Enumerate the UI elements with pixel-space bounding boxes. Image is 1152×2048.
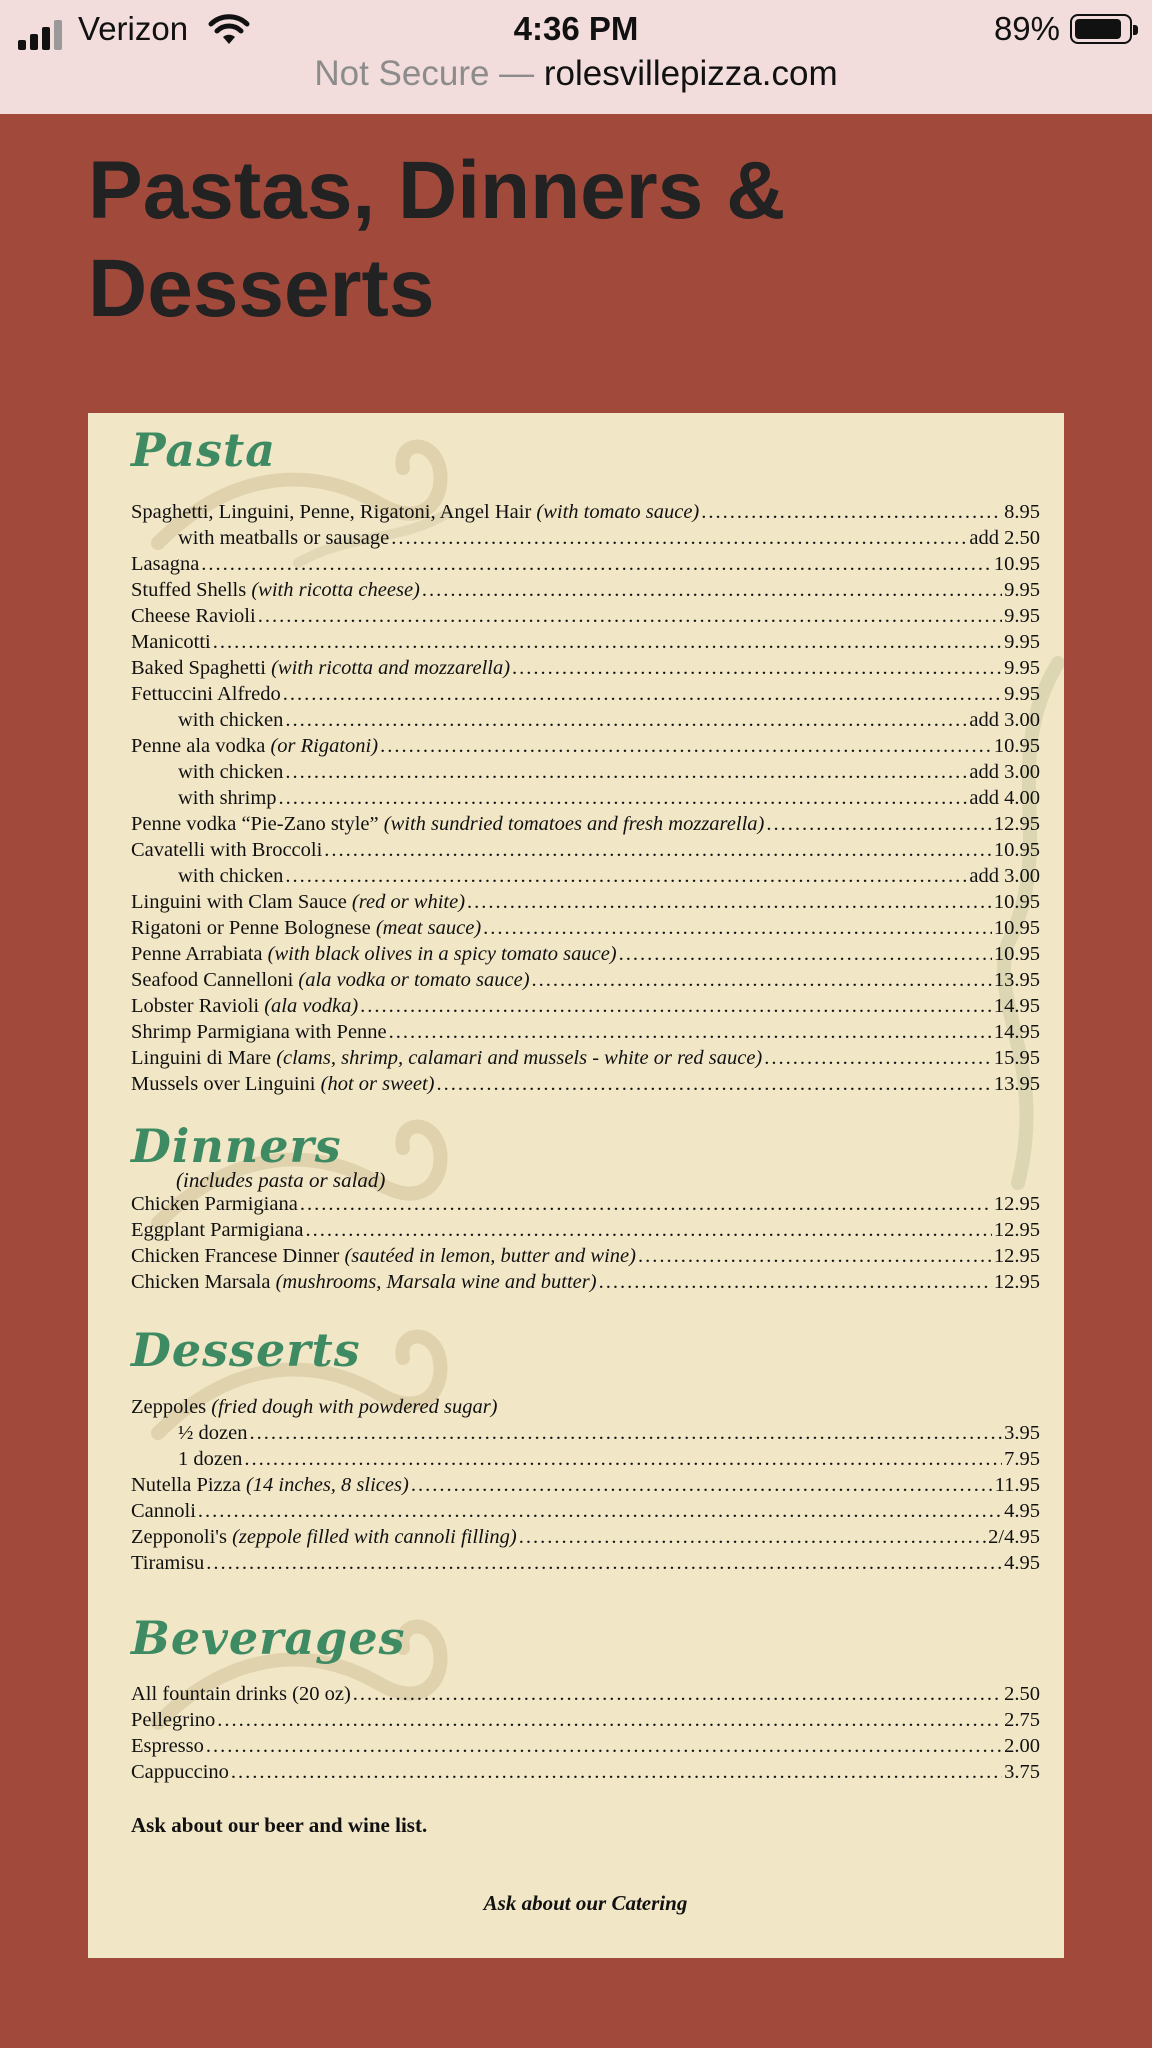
dot-leader (206, 1552, 1002, 1575)
menu-item-name: Mussels over Linguini (hot or sweet) (131, 1073, 435, 1095)
menu-item (131, 943, 1040, 969)
menu-item-description: (hot or sweet) (320, 1073, 435, 1095)
beverages-list (131, 1683, 1040, 1787)
menu-item-price: 4.95 (1004, 1552, 1040, 1574)
dot-leader (519, 1526, 986, 1549)
menu-item (131, 735, 1040, 761)
menu-item (131, 865, 1040, 891)
menu-item (131, 1761, 1040, 1787)
menu-item-name: Rigatoni or Penne Bolognese (meat sauce) (131, 917, 482, 939)
dot-leader (483, 917, 992, 940)
menu-item-name: Cheese Ravioli (131, 605, 256, 627)
menu-item-name: Penne Arrabiata (with black olives in a spicy tomato sauce) (131, 943, 617, 965)
menu-item-price: 14.95 (993, 995, 1040, 1017)
menu-item (131, 1526, 1040, 1552)
security-label: Not Secure — (314, 54, 535, 93)
menu-item-name: All fountain drinks (20 oz) (131, 1683, 351, 1705)
menu-item-name: Zeppoles (fried dough with powdered sugar) (131, 1396, 498, 1418)
menu-item-name: ½ dozen (178, 1422, 248, 1444)
menu-item-price: 9.95 (1004, 605, 1040, 627)
menu-item-name: with meatballs or sausage (178, 527, 390, 549)
dot-leader (285, 709, 967, 732)
menu-item-price: 10.95 (993, 553, 1040, 575)
dot-leader (198, 1500, 1002, 1523)
page-title: Pastas, Dinners & Desserts (88, 145, 786, 334)
section-title-dinners: Dinners (131, 1119, 342, 1173)
menu-item-name: with chicken (178, 761, 284, 783)
menu-item (131, 839, 1040, 865)
clock: 4:36 PM (513, 10, 639, 47)
menu-item-price: 9.95 (1004, 683, 1040, 705)
menu-item-description: (with ricotta cheese) (251, 579, 420, 601)
dot-leader (217, 1709, 1002, 1732)
menu-item-name: with shrimp (178, 787, 277, 809)
menu-item (131, 1422, 1040, 1448)
menu-item-description: (sautéed in lemon, butter and wine) (344, 1245, 636, 1267)
dot-leader (201, 553, 992, 576)
dot-leader (306, 1219, 992, 1242)
url-host: rolesvillepizza.com (543, 54, 838, 93)
menu-item-name: with chicken (178, 709, 284, 731)
menu-item-price: add 2.50 (969, 527, 1040, 549)
menu-item-name: Cappuccino (131, 1761, 229, 1783)
carrier-name: Verizon (78, 10, 189, 47)
menu-item-name: Penne ala vodka (or Rigatoni) (131, 735, 379, 757)
dot-leader (258, 605, 1002, 628)
menu-item-price: 10.95 (993, 891, 1040, 913)
menu-item (131, 683, 1040, 709)
menu-item-name: Linguini di Mare (clams, shrimp, calamari and mussels - white or red sauce) (131, 1047, 763, 1069)
dot-leader (279, 787, 968, 810)
menu-item (131, 1271, 1040, 1297)
battery-fill (1075, 19, 1121, 39)
menu-item-description: (meat sauce) (375, 917, 482, 939)
menu-item-price: 9.95 (1004, 579, 1040, 601)
menu-item-price: 2/4.95 (988, 1526, 1040, 1548)
menu-item-name: Stuffed Shells (with ricotta cheese) (131, 579, 420, 601)
dot-leader (638, 1245, 992, 1268)
dot-leader (467, 891, 992, 914)
menu-item (131, 1193, 1040, 1219)
section-title-pasta: Pasta (131, 423, 277, 477)
menu-item (131, 657, 1040, 683)
dot-leader (512, 657, 1002, 680)
menu-item-description: (zeppole filled with cannoli filling) (232, 1526, 517, 1548)
menu-image (88, 413, 1064, 1958)
dot-leader (389, 1021, 992, 1044)
menu-item-description: (clams, shrimp, calamari and mussels - white or red sauce) (276, 1047, 763, 1069)
menu-item-name: Linguini with Clam Sauce (red or white) (131, 891, 466, 913)
menu-item (131, 1735, 1040, 1761)
menu-item (131, 1396, 1040, 1422)
dot-leader (411, 1474, 993, 1497)
menu-item (131, 501, 1040, 527)
menu-item (131, 709, 1040, 735)
menu-item-price: 2.00 (1004, 1735, 1040, 1757)
beer-wine-note: Ask about our beer and wine list. (131, 1813, 428, 1837)
dot-leader (244, 1448, 1002, 1471)
menu-item-price: 15.95 (993, 1047, 1040, 1069)
section-title-beverages: Beverages (131, 1611, 406, 1665)
menu-item-name: Manicotti (131, 631, 211, 653)
dot-leader (285, 865, 967, 888)
menu-item-name: Baked Spaghetti (with ricotta and mozzarella) (131, 657, 511, 679)
menu-item (131, 969, 1040, 995)
menu-item-price: 8.95 (1004, 501, 1040, 523)
dot-leader (283, 683, 1002, 706)
dinners-list (131, 1193, 1040, 1297)
dot-leader (599, 1271, 992, 1294)
menu-item-description: (ala vodka) (264, 995, 359, 1017)
menu-item (131, 1552, 1040, 1578)
menu-item-name: Chicken Parmigiana (131, 1193, 298, 1215)
menu-item-price: 10.95 (993, 839, 1040, 861)
menu-item-price: 12.95 (993, 1219, 1040, 1241)
menu-item-name: Tiramisu (131, 1552, 205, 1574)
menu-item-name: Shrimp Parmigiana with Penne (131, 1021, 387, 1043)
menu-item (131, 1073, 1040, 1099)
menu-item-price: 11.95 (994, 1474, 1040, 1496)
pasta-list (131, 501, 1040, 1099)
menu-item-name: Chicken Marsala (mushrooms, Marsala wine and butter) (131, 1271, 597, 1293)
dot-leader (380, 735, 992, 758)
dot-leader (422, 579, 1002, 602)
menu-item (131, 579, 1040, 605)
menu-item-price: 10.95 (993, 735, 1040, 757)
section-title-desserts: Desserts (131, 1323, 361, 1377)
dot-leader (206, 1735, 1002, 1758)
dot-leader (764, 1047, 992, 1070)
menu-item (131, 995, 1040, 1021)
dot-leader (391, 527, 967, 550)
menu-item (131, 1245, 1040, 1271)
menu-item-description: (ala vodka or tomato sauce) (298, 969, 530, 991)
dot-leader (437, 1073, 992, 1096)
menu-item-name: 1 dozen (178, 1448, 243, 1470)
menu-item (131, 1500, 1040, 1526)
dot-leader (285, 761, 967, 784)
dot-leader (300, 1193, 992, 1216)
menu-item-price: 13.95 (993, 969, 1040, 991)
menu-item-price: 3.75 (1004, 1761, 1040, 1783)
menu-item-name: with chicken (178, 865, 284, 887)
menu-item (131, 813, 1040, 839)
menu-item (131, 1709, 1040, 1735)
menu-item (131, 1047, 1040, 1073)
dot-leader (353, 1683, 1002, 1706)
menu-item-name: Cannoli (131, 1500, 196, 1522)
menu-item (131, 631, 1040, 657)
menu-item (131, 1219, 1040, 1245)
dinners-note: (includes pasta or salad) (176, 1168, 386, 1192)
menu-item-price: 14.95 (993, 1021, 1040, 1043)
menu-item-description: (or Rigatoni) (270, 735, 379, 757)
menu-item-price: 9.95 (1004, 657, 1040, 679)
menu-item-name: Fettuccini Alfredo (131, 683, 281, 705)
menu-item-price: add 3.00 (969, 865, 1040, 887)
dot-leader (360, 995, 992, 1018)
menu-item-price: add 3.00 (969, 761, 1040, 783)
dot-leader (324, 839, 992, 862)
dot-leader (532, 969, 992, 992)
menu-item (131, 605, 1040, 631)
menu-item-price: 12.95 (993, 1271, 1040, 1293)
menu-item-price: 10.95 (993, 917, 1040, 939)
menu-item-price: 7.95 (1004, 1448, 1040, 1470)
menu-item (131, 527, 1040, 553)
menu-item-description: (mushrooms, Marsala wine and butter) (275, 1271, 597, 1293)
menu-item-name: Espresso (131, 1735, 204, 1757)
menu-item-description: (with black olives in a spicy tomato sauce) (267, 943, 617, 965)
menu-item-description: (fried dough with powdered sugar) (211, 1396, 498, 1418)
address-bar[interactable] (0, 54, 1152, 94)
menu-item-description: (red or white) (351, 891, 466, 913)
battery-percent: 89% (993, 10, 1060, 47)
menu-item-price: 12.95 (993, 1193, 1040, 1215)
menu-item-description: (with tomato sauce) (536, 501, 700, 523)
menu-item (131, 1683, 1040, 1709)
menu-item-price: add 4.00 (969, 787, 1040, 809)
menu-item-description: (with sundried tomatoes and fresh mozzarella) (383, 813, 765, 835)
menu-item (131, 891, 1040, 917)
menu-item-price: 12.95 (993, 1245, 1040, 1267)
dot-leader (766, 813, 992, 836)
menu-item-price: 4.95 (1004, 1500, 1040, 1522)
dot-leader (249, 1422, 1002, 1445)
menu-item (131, 1021, 1040, 1047)
menu-item-price: 9.95 (1004, 631, 1040, 653)
desserts-list (131, 1396, 1040, 1578)
menu-item-price: 12.95 (993, 813, 1040, 835)
battery-icon (1070, 14, 1132, 44)
menu-item-name: Cavatelli with Broccoli (131, 839, 323, 861)
menu-item-price: 13.95 (993, 1073, 1040, 1095)
menu-item-description: (with ricotta and mozzarella) (271, 657, 511, 679)
dot-leader (231, 1761, 1002, 1784)
menu-item (131, 553, 1040, 579)
menu-item-price: 2.75 (1004, 1709, 1040, 1731)
menu-item (131, 761, 1040, 787)
menu-item-name: Nutella Pizza (14 inches, 8 slices) (131, 1474, 409, 1496)
menu-item-price: 3.95 (1004, 1422, 1040, 1444)
menu-item-name: Spaghetti, Linguini, Penne, Rigatoni, Angel Hair (with tomato sauce) (131, 501, 700, 523)
dot-leader (213, 631, 1002, 654)
menu-item-name: Lasagna (131, 553, 200, 575)
menu-item-name: Eggplant Parmigiana (131, 1219, 304, 1241)
menu-item-price: 10.95 (993, 943, 1040, 965)
menu-item-name: Seafood Cannelloni (ala vodka or tomato sauce) (131, 969, 530, 991)
menu-item (131, 787, 1040, 813)
catering-note: Ask about our Catering (483, 1891, 688, 1915)
menu-item (131, 1474, 1040, 1500)
status-bar (0, 0, 1152, 114)
menu-item-name: Zepponoli's (zeppole filled with cannoli filling) (131, 1526, 517, 1548)
menu-item-name: Chicken Francese Dinner (sautéed in lemon, butter and wine) (131, 1245, 636, 1267)
menu-item-name: Pellegrino (131, 1709, 216, 1731)
menu-item-price: add 3.00 (969, 709, 1040, 731)
dot-leader (619, 943, 992, 966)
menu-item-description: (14 inches, 8 slices) (245, 1474, 409, 1496)
menu-item (131, 1448, 1040, 1474)
menu-item-name: Penne vodka “Pie-Zano style” (with sundried tomatoes and fresh mozzarella) (131, 813, 765, 835)
dot-leader (701, 501, 1002, 524)
menu-item-name: Lobster Ravioli (ala vodka) (131, 995, 359, 1017)
menu-item-price: 2.50 (1004, 1683, 1040, 1705)
menu-item (131, 917, 1040, 943)
